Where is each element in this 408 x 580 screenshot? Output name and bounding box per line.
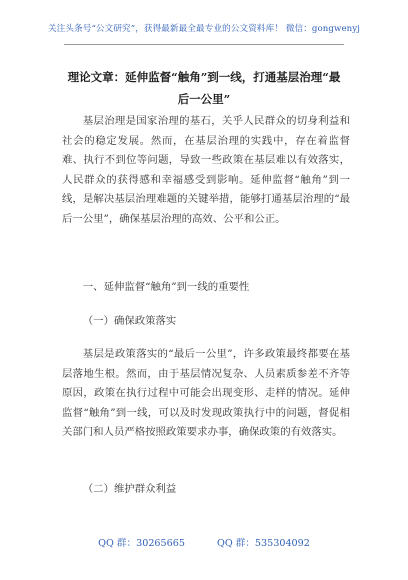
subsection-2-heading: （二）维护群众利益 [82,483,177,495]
subsection-1-body: 基层是政策落实的“最后一公里”，许多政策最终都要在基层落地生根。然而，由于基层情况复杂、人员素质参差不齐等原因，政策在执行过程中可能会出现变形、走样的情况。延伸监督“触角”到一线，可以及时发现政策执行中的问题，督促相关部门和人员严格按照政策要求办事，确保政策的有效落实。 [62,348,350,439]
intro-paragraph: 基层治理是国家治理的基石，关乎人民群众的切身利益和社会的稳定发展。然而，在基层治理的实践中，存在着监督难、执行不到位等问题，导致一些政策在基层难以有效落实，人民群众的获得感和幸福感受到影响。延伸监督“触角”到一线，是解决基层治理难题的关键举措，能够打通基层治理的“最后一公里”，确保基层治理的高效、公平和公正。 [62,115,350,225]
title-line-1: 理论文章：延伸监督“触角”到一线，打通基层治理“最 [67,70,341,84]
subsection-1-heading: （一）确保政策落实 [82,315,177,327]
header-divider [64,44,344,45]
qq-group-2[interactable]: QQ 群：535304092 [216,538,310,549]
header-banner[interactable]: 关注头条号“公文研究”，获得最新最全最专业的公文资料库！ 微信：gongwenyj [47,24,361,34]
footer-contact [0,535,408,549]
section-1-heading: 一、延伸监督“触角”到一线的重要性 [82,281,250,293]
title-line-2: 后一公里” [177,92,231,106]
qq-group-1[interactable]: QQ 群：30265665 [98,538,185,549]
document-title [60,66,348,110]
